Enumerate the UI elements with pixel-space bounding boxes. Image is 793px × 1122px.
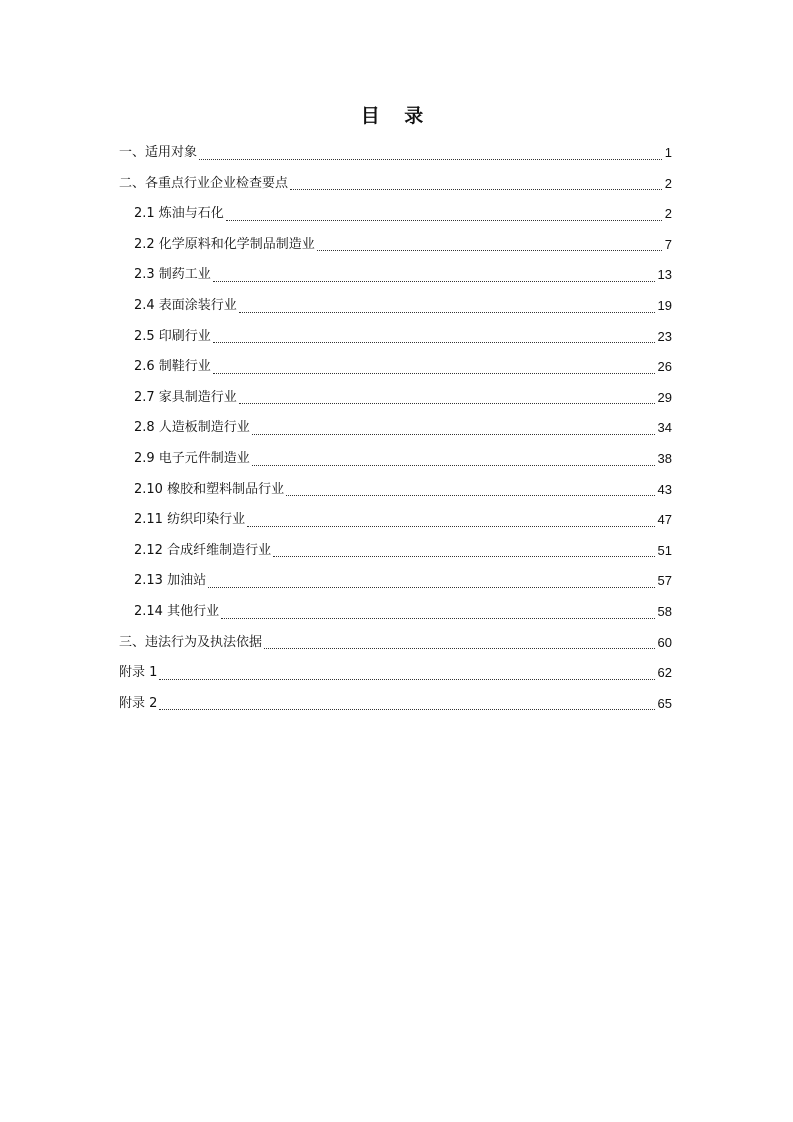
toc-entry[interactable] [119,199,672,230]
toc-dot-leader [213,373,655,374]
toc-entry-label: 2.3 制药工业 [134,267,211,283]
toc-dot-leader [252,434,655,435]
toc-entry-page-number: 26 [657,359,672,375]
toc-dot-leader [247,526,654,527]
toc-entry-label: 附录 1 [119,665,158,681]
toc-entry[interactable] [119,628,672,659]
toc-entry-page-number: 65 [657,695,672,711]
toc-entry[interactable] [119,260,672,291]
toc-entry-label: 二、各重点行业企业检查要点 [119,175,289,191]
toc-entry-label: 三、违法行为及执法依据 [119,634,263,650]
toc-entry-label: 2.6 制鞋行业 [134,359,211,375]
toc-entry-label: 2.4 表面涂装行业 [134,297,237,313]
toc-entry-page-number: 60 [657,634,672,650]
toc-dot-leader [199,159,662,160]
toc-entry-label: 2.9 电子元件制造业 [134,450,250,466]
toc-dot-leader [159,679,654,680]
toc-entry[interactable] [119,291,672,322]
toc-entry[interactable] [119,689,672,720]
toc-entry-page-number: 51 [657,542,672,558]
toc-entry-label: 2.2 化学原料和化学制品制造业 [134,236,315,252]
toc-entry-label: 2.11 纺织印染行业 [134,512,246,528]
toc-entry-label: 2.13 加油站 [134,573,207,589]
toc-dot-leader [264,648,655,649]
toc-dot-leader [159,709,654,710]
toc-entry-label: 2.10 橡胶和塑料制品行业 [134,481,285,497]
toc-entry[interactable] [119,138,672,169]
toc-entry-label: 2.14 其他行业 [134,603,220,619]
toc-entry[interactable] [119,566,672,597]
toc-entry[interactable] [119,413,672,444]
toc-dot-leader [213,342,655,343]
toc-entry[interactable] [119,444,672,475]
toc-entry-label: 附录 2 [119,695,158,711]
toc-dot-leader [290,189,662,190]
toc-entry[interactable] [119,230,672,261]
toc-dot-leader [221,618,654,619]
toc-entry-label: 2.7 家具制造行业 [134,389,237,405]
toc-entry[interactable] [119,169,672,200]
toc-dot-leader [239,403,655,404]
toc-entry[interactable] [119,505,672,536]
toc-entry-label: 一、适用对象 [119,145,198,160]
toc-entry-label: 2.5 印刷行业 [134,328,211,344]
toc-entry-page-number: 19 [657,297,672,313]
toc-entry-page-number: 58 [657,603,672,619]
toc-dot-leader [208,587,654,588]
toc-entry-page-number: 29 [657,389,672,405]
toc-entry[interactable] [119,352,672,383]
toc-entry[interactable] [119,322,672,353]
toc-entry-page-number: 2 [664,175,672,191]
toc-entry[interactable] [119,658,672,689]
toc-list [119,138,672,719]
toc-entry-page-number: 43 [657,481,672,497]
toc-entry-page-number: 23 [657,328,672,344]
toc-dot-leader [286,495,654,496]
toc-entry-page-number: 1 [664,145,672,160]
toc-entry-label: 2.8 人造板制造行业 [134,420,250,436]
toc-entry[interactable] [119,536,672,567]
toc-entry[interactable] [119,597,672,628]
toc-dot-leader [213,281,655,282]
toc-entry-page-number: 7 [664,236,672,252]
toc-entry[interactable] [119,383,672,414]
toc-entry-label: 2.12 合成纤维制造行业 [134,542,272,558]
toc-entry[interactable] [119,475,672,506]
toc-dot-leader [226,220,662,221]
toc-dot-leader [317,250,662,251]
toc-entry-label: 2.1 炼油与石化 [134,206,224,222]
toc-dot-leader [273,556,654,557]
toc-entry-page-number: 38 [657,450,672,466]
toc-title: 目 录 [360,105,433,127]
toc-entry-page-number: 47 [657,512,672,528]
toc-entry-page-number: 13 [657,267,672,283]
toc-entry-page-number: 34 [657,420,672,436]
toc-entry-page-number: 57 [657,573,672,589]
toc-entry-page-number: 62 [657,665,672,681]
toc-dot-leader [239,312,655,313]
toc-dot-leader [252,465,655,466]
toc-entry-page-number: 2 [664,206,672,222]
